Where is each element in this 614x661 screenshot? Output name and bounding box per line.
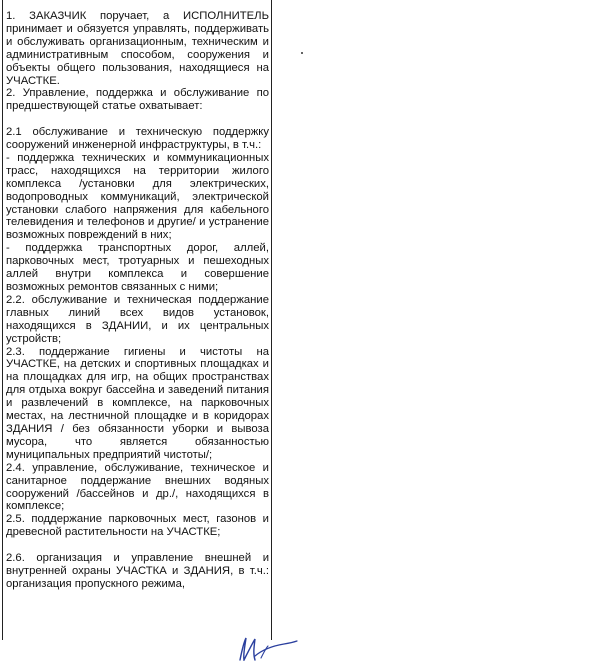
clause-2-1-item-2: - поддержка транспортных дорог, аллей, парковочных мест, тротуарных и пешеходных аллей внутри комплекса и совершение возможных ремонтов связанных с ними; — [6, 242, 269, 294]
clause-2-1: 2.1 обслуживание и техническую поддержку сооружений инженерной инфраструктуры, в т.ч.: — [6, 126, 269, 152]
clause-2: 2. Управление, поддержка и обслуживание по предшествующей статье охватывает: — [6, 87, 269, 113]
clause-2-6: 2.6. организация и управление внешней и внутренней охраны УЧАСТКА и ЗДАНИЯ, в т.ч.: организация пропускного режима, — [6, 552, 269, 590]
clause-2-2: 2.2. обслуживание и техническая поддержание главных линий всех видов установок, находящихся в ЗДАНИИ, и их центральных устройств; — [6, 293, 269, 345]
contract-text-column — [2, 0, 272, 640]
paragraph-gap — [6, 539, 269, 552]
signature-icon — [228, 636, 298, 661]
paragraph-gap — [6, 113, 269, 126]
clause-1: 1. ЗАКАЗЧИК поручает, а ИСПОЛНИТЕЛЬ принимает и обязуется управлять, поддерживать и обслуживать организационным, техническим и административным способом, сооружения и объекты общего пользования, находящиеся на УЧАСТКЕ. — [6, 10, 269, 87]
clause-2-5: 2.5. поддержание парковочных мест, газонов и древесной растительности на УЧАСТКЕ; — [6, 513, 269, 539]
clause-2-4: 2.4. управление, обслуживание, техническое и санитарное поддержание внешних водяных сооружений /бассейнов и др./, находящихся в комплексе; — [6, 461, 269, 513]
clause-2-1-item-1: - поддержка технических и коммуникационных трасс, находящихся на территории жилого комплекса /установки для электрических, водопроводных коммуникаций, электрической установки слабого напряжения для кабельного телевидения и телефонов и другие/ и устранение возможных повреждений в них; — [6, 151, 269, 242]
speck-mark — [301, 52, 303, 54]
clause-2-3: 2.3. поддержание гигиены и чистоты на УЧАСТКЕ, на детских и спортивных площадках и на площадках для игр, на общих пространствах для отдыха вокруг бассейна и заведений питания и развлечений в комплексе, на парковочных местах, на лестничной площадке и в коридорах ЗДАНИЯ / без обязанности уборки и вывоза мусора, что является обязанностью муниципальных предприятий чистоты/; — [6, 345, 269, 461]
